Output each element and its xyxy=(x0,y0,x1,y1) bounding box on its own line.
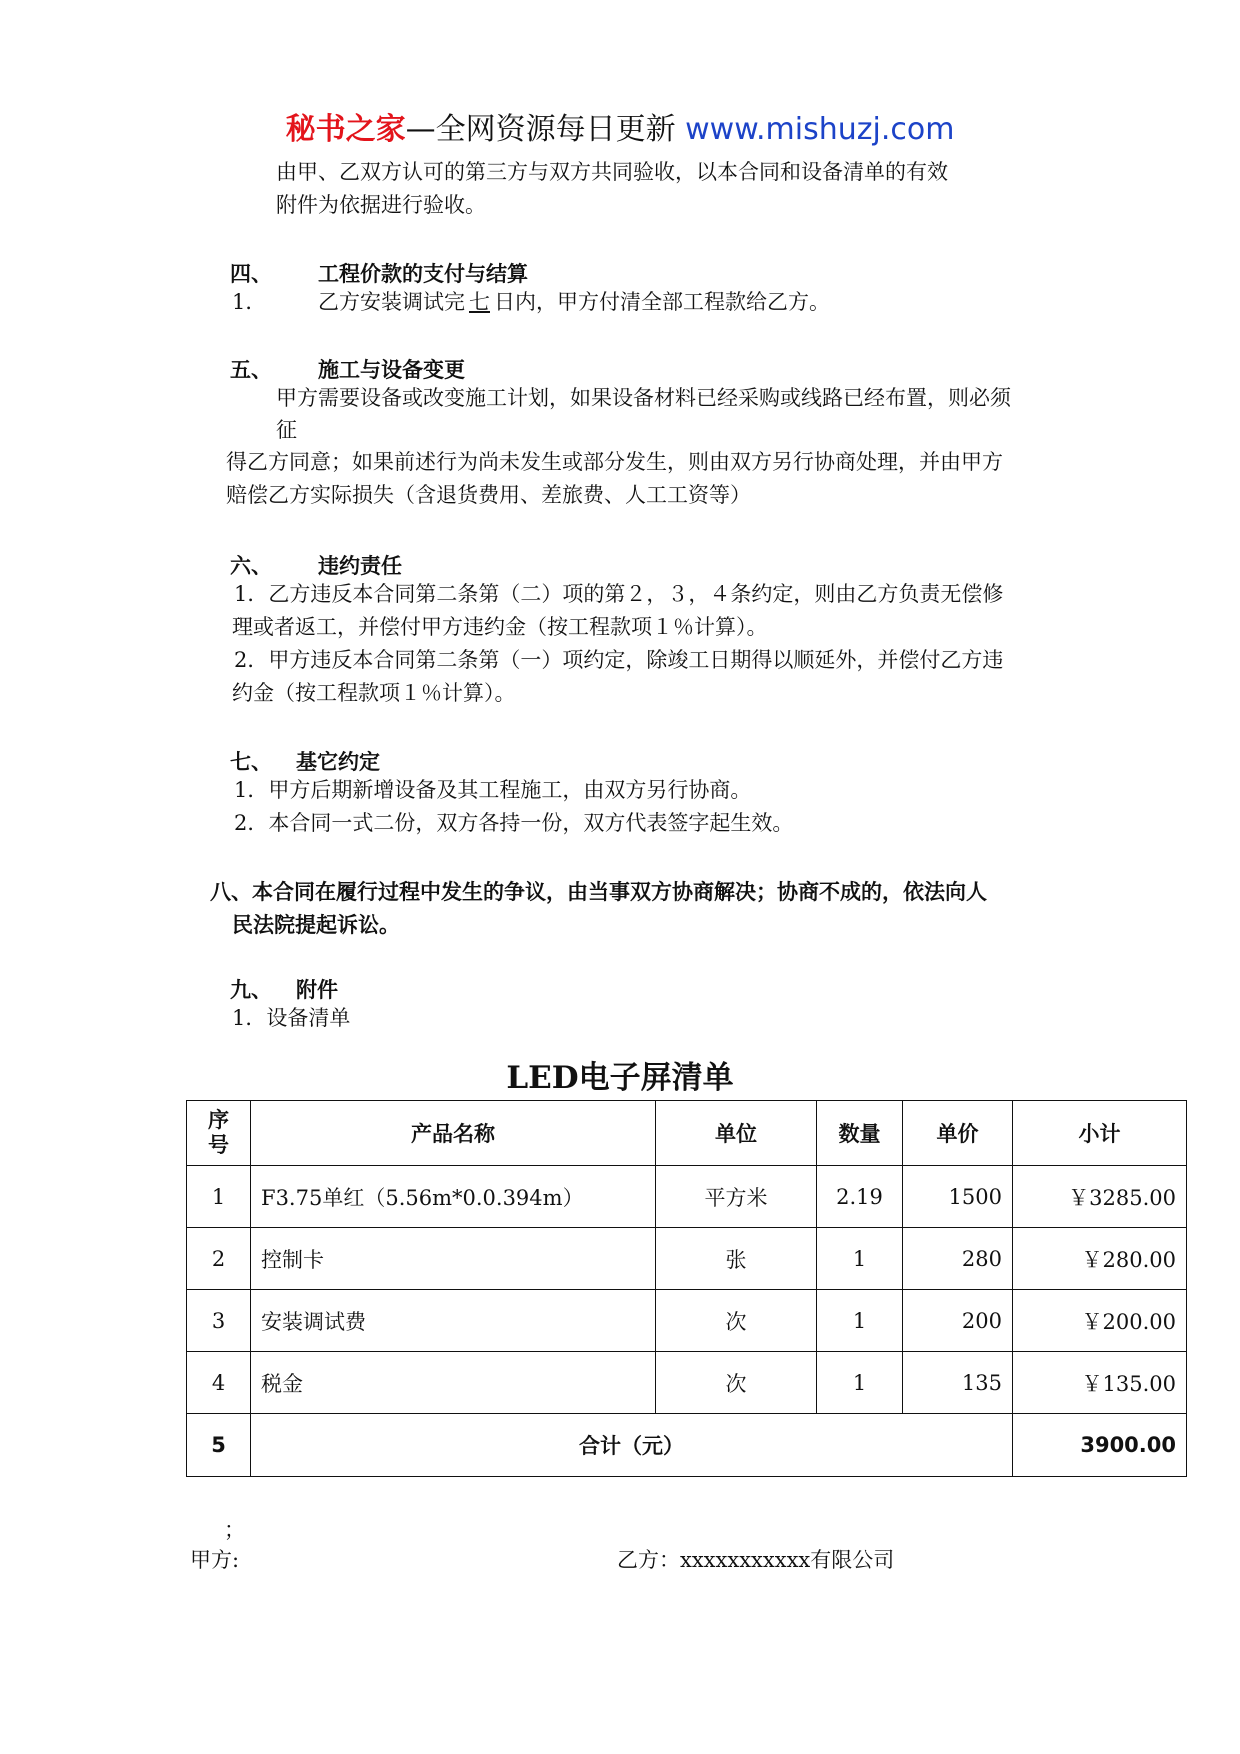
payment-days: 七 xyxy=(469,290,490,314)
section-7-title: 基它约定 xyxy=(296,750,380,774)
header-unit: 单位 xyxy=(656,1101,817,1166)
header-seq-line-1: 序 xyxy=(208,1107,229,1132)
header-seq-line-2: 号 xyxy=(208,1133,229,1157)
header-subtotal: 小计 xyxy=(1013,1101,1187,1166)
row-subtotal: ￥200.00 xyxy=(1013,1290,1187,1352)
section-4-item-1-number: 1． xyxy=(232,290,267,314)
section-4-title: 工程价款的支付与结算 xyxy=(318,262,528,286)
section-4-item-1 xyxy=(318,290,830,315)
total-label: 合计（元） xyxy=(251,1414,1013,1477)
row-product-name: 税金 xyxy=(251,1352,656,1414)
table-row xyxy=(187,1352,1187,1414)
intro-line-2: 附件为依据进行验收。 xyxy=(276,193,486,217)
section-6-item-2-line-1: 2．甲方违反本合同第二条第（一）项约定，除竣工日期得以顺延外，并偿付乙方违 xyxy=(234,648,1004,672)
row-subtotal: ￥135.00 xyxy=(1013,1352,1187,1414)
row-unit-price: 1500 xyxy=(903,1166,1013,1228)
row-seq: 2 xyxy=(187,1228,251,1290)
stray-semicolon: ； xyxy=(224,1518,245,1542)
party-b-label: 乙方：xxxxxxxxxxx有限公司 xyxy=(617,1548,895,1572)
row-unit: 张 xyxy=(656,1228,817,1290)
section-5-line-3: 得乙方同意；如果前述行为尚未发生或部分发生，则由双方另行协商处理，并由甲方 xyxy=(226,450,1003,474)
row-unit-price: 200 xyxy=(903,1290,1013,1352)
row-quantity: 1 xyxy=(817,1228,903,1290)
row-unit: 次 xyxy=(656,1352,817,1414)
section-5-line-4: 赔偿乙方实际损失（含退货费用、差旅费、人工工资等） xyxy=(226,483,751,507)
table-total-row xyxy=(187,1414,1187,1477)
section-4-item-1-pre: 乙方安装调试完 xyxy=(318,290,465,314)
section-5-line-2: 征 xyxy=(276,418,297,442)
row-quantity: 1 xyxy=(817,1290,903,1352)
section-5-title: 施工与设备变更 xyxy=(318,358,465,382)
section-5-number: 五、 xyxy=(230,358,272,382)
intro-line-1: 由甲、乙双方认可的第三方与双方共同验收，以本合同和设备清单的有效 xyxy=(276,160,948,184)
total-amount: 3900.00 xyxy=(1013,1414,1187,1477)
section-7-number: 七、 xyxy=(230,750,272,774)
table-row xyxy=(187,1290,1187,1352)
section-9-item-1: 1．设备清单 xyxy=(232,1006,351,1030)
site-header xyxy=(0,104,1240,148)
header-unit-price: 单价 xyxy=(903,1101,1013,1166)
row-subtotal: ￥280.00 xyxy=(1013,1228,1187,1290)
table-row xyxy=(187,1166,1187,1228)
section-6-title: 违约责任 xyxy=(318,554,402,578)
row-product-name: 控制卡 xyxy=(251,1228,656,1290)
equipment-table xyxy=(186,1100,1187,1477)
header-slogan: —全网资源每日更新 xyxy=(405,112,676,147)
section-6-item-1-line-1: 1．乙方违反本合同第二条第（二）项的第２，３，４条约定，则由乙方负责无偿修 xyxy=(234,582,1004,606)
row-unit: 平方米 xyxy=(656,1166,817,1228)
row-unit-price: 135 xyxy=(903,1352,1013,1414)
row-product-name: F3.75单红（5.56m*0.0.394m） xyxy=(251,1166,656,1228)
row-unit: 次 xyxy=(656,1290,817,1352)
section-6-item-2-line-2: 约金（按工程款项１％计算）。 xyxy=(232,681,516,705)
section-9-title: 附件 xyxy=(296,978,338,1002)
brand-name: 秘书之家 xyxy=(285,112,406,147)
section-8-line-1: 八、本合同在履行过程中发生的争议，由当事双方协商解决；协商不成的，依法向人 xyxy=(210,880,987,904)
table-row xyxy=(187,1228,1187,1290)
header-product-name: 产品名称 xyxy=(251,1101,656,1166)
section-9-number: 九、 xyxy=(230,978,272,1002)
row-quantity: 1 xyxy=(817,1352,903,1414)
row-seq: 1 xyxy=(187,1166,251,1228)
section-4-number: 四、 xyxy=(230,262,272,286)
header-seq xyxy=(187,1101,251,1166)
row-unit-price: 280 xyxy=(903,1228,1013,1290)
section-5-line-1: 甲方需要设备或改变施工计划，如果设备材料已经采购或线路已经布置，则必须 xyxy=(276,386,1011,410)
row-product-name: 安装调试费 xyxy=(251,1290,656,1352)
party-a-label: 甲方: xyxy=(190,1548,240,1572)
row-subtotal: ￥3285.00 xyxy=(1013,1166,1187,1228)
header-quantity: 数量 xyxy=(817,1101,903,1166)
row-seq: 3 xyxy=(187,1290,251,1352)
section-8-line-2: 民法院提起诉讼。 xyxy=(232,913,400,937)
total-seq: 5 xyxy=(187,1414,251,1477)
equipment-table-title: LED电子屏清单 xyxy=(506,1060,734,1096)
section-6-item-1-line-2: 理或者返工，并偿付甲方违约金（按工程款项１％计算）。 xyxy=(232,615,768,639)
section-7-item-2: 2．本合同一式二份，双方各持一份，双方代表签字起生效。 xyxy=(234,811,794,835)
section-7-item-1: 1．甲方后期新增设备及其工程施工，由双方另行协商。 xyxy=(234,778,752,802)
section-4-item-1-post: 日内，甲方付清全部工程款给乙方。 xyxy=(494,290,830,314)
row-seq: 4 xyxy=(187,1352,251,1414)
site-url-link[interactable]: www.mishuzj.com xyxy=(685,112,955,147)
row-quantity: 2.19 xyxy=(817,1166,903,1228)
table-header-row xyxy=(187,1101,1187,1166)
section-6-number: 六、 xyxy=(230,554,272,578)
